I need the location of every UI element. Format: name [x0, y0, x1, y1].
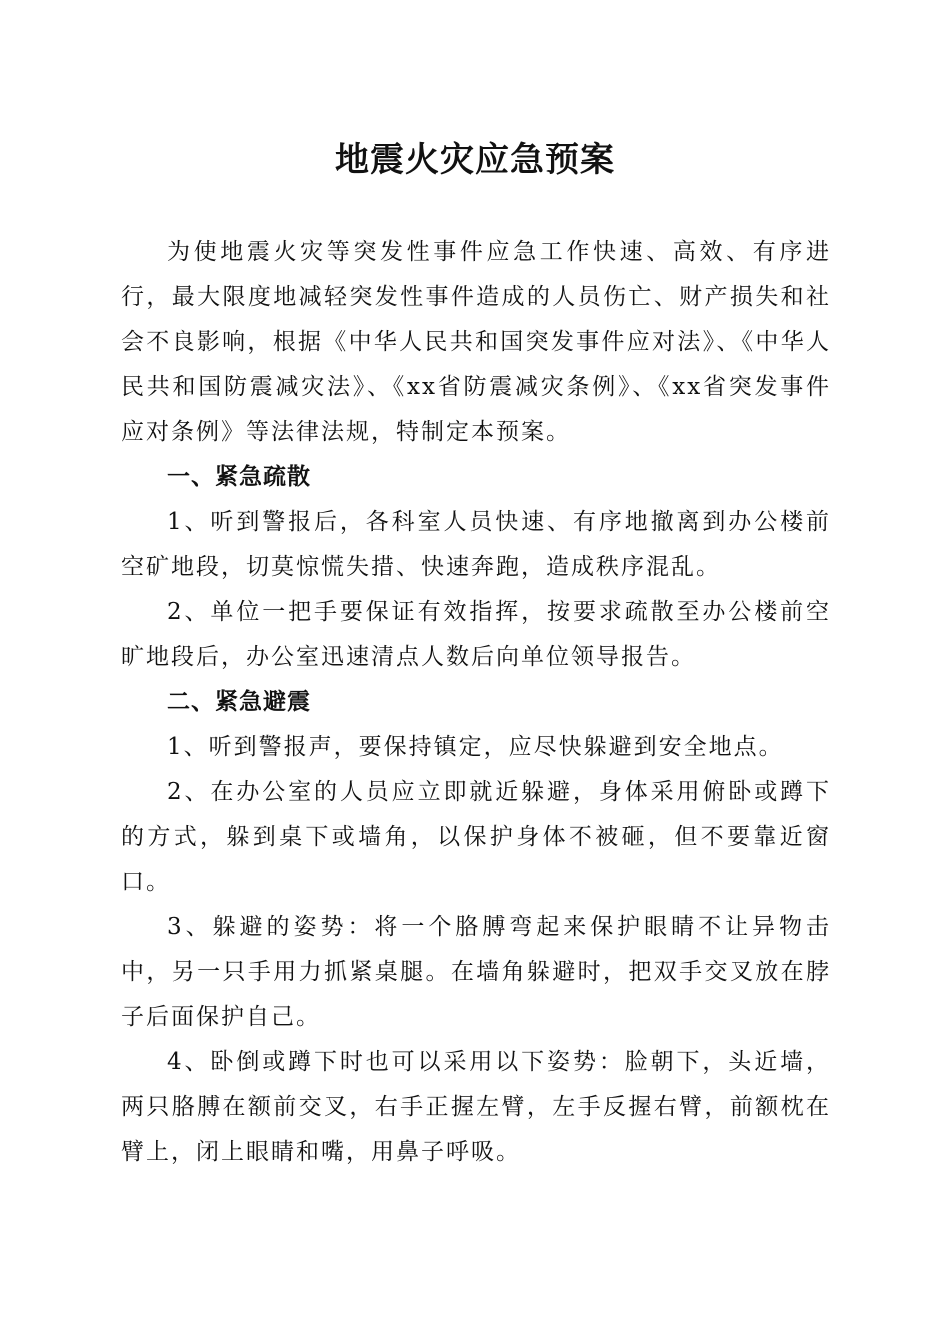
document-body — [121, 230, 831, 1175]
evacuation-paragraph-2: 2、单位一把手要保证有效指挥，按要求疏散至办公楼前空旷地段后，办公室迅速清点人数后向单位领导报告。 — [121, 599, 831, 670]
intro-paragraph: 为使地震火灾等突发性事件应急工作快速、高效、有序进行，最大限度地减轻突发性事件造成的人员伤亡、财产损失和社会不良影响，根据《中华人民共和国突发事件应对法》、《中华人民共和国防震减灾法》、《xx省防震减灾条例》、《xx省突发事件应对条例》等法律法规，特制定本预案。 — [121, 239, 831, 445]
shelter-paragraph-3: 3、躲避的姿势：将一个胳膊弯起来保护眼睛不让异物击中，另一只手用力抓紧桌腿。在墙角躲避时，把双手交叉放在脖子后面保护自己。 — [121, 914, 831, 1030]
section-heading-evacuation: 一、紧急疏散 — [167, 464, 311, 490]
shelter-paragraph-2: 2、在办公室的人员应立即就近躲避，身体采用俯卧或蹲下的方式，躲到桌下或墙角，以保护身体不被砸，但不要靠近窗口。 — [121, 779, 831, 895]
section-heading-shelter: 二、紧急避震 — [167, 689, 311, 715]
shelter-paragraph-1: 1、听到警报声，要保持镇定，应尽快躲避到安全地点。 — [167, 734, 784, 760]
evacuation-paragraph-1: 1、听到警报后，各科室人员快速、有序地撤离到办公楼前空矿地段，切莫惊慌失措、快速奔跑，造成秩序混乱。 — [121, 509, 831, 580]
shelter-paragraph-4: 4、卧倒或蹲下时也可以采用以下姿势：脸朝下，头近墙，两只胳膊在额前交叉，右手正握左臂，左手反握右臂，前额枕在臂上，闭上眼睛和嘴，用鼻子呼吸。 — [121, 1049, 831, 1165]
document-title: 地震火灾应急预案 — [335, 140, 615, 180]
